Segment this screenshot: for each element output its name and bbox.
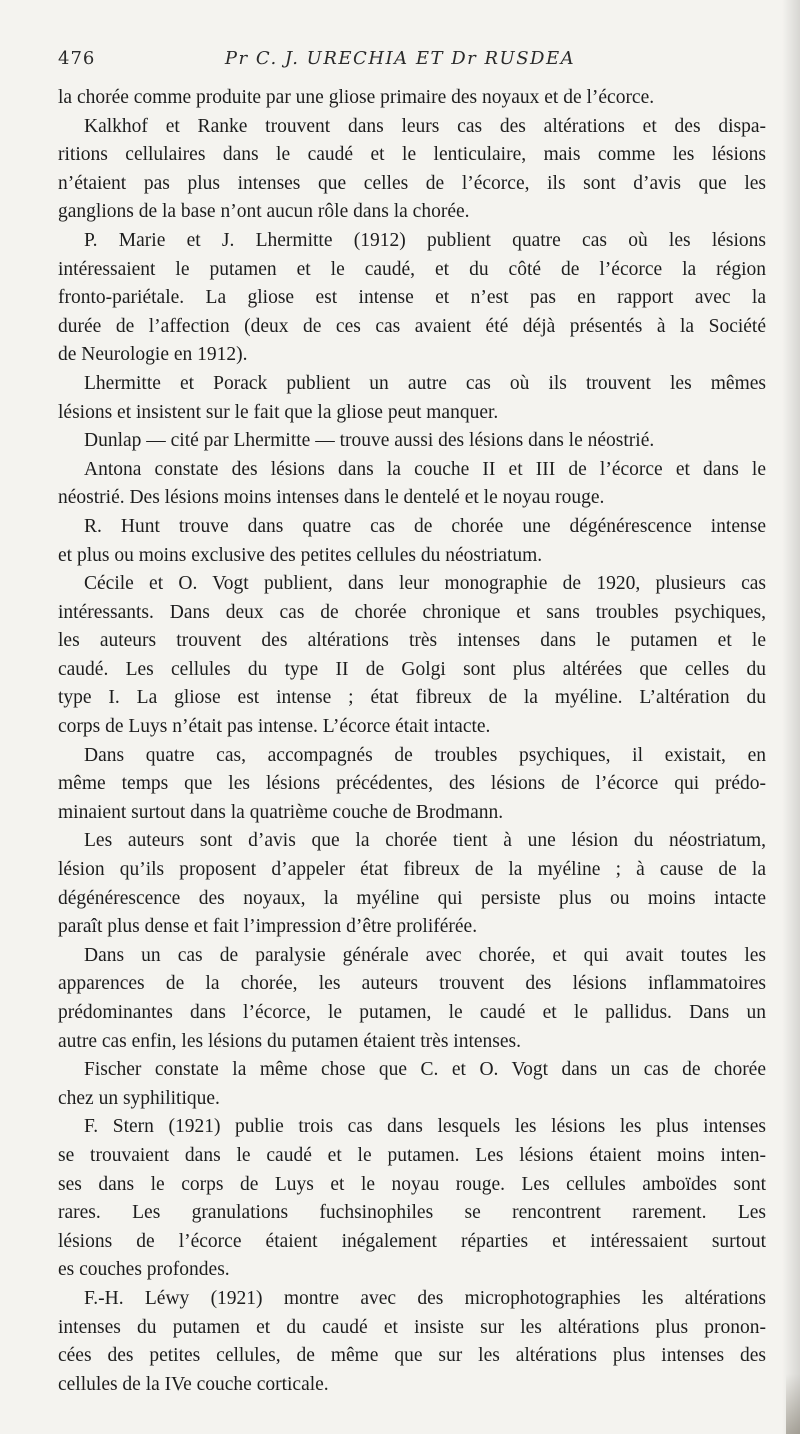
text-line: Lhermitte et Porack publient un autre cas où ils trouvent les mêmes: [84, 372, 766, 394]
text-line: Les auteurs sont d’avis que la chorée tient à une lésion du néostriatum,: [84, 830, 766, 852]
text-line: F. Stern (1921) publie trois cas dans lesquels les lésions les plus intenses: [84, 1116, 766, 1138]
text-line: corps de Luys n’était pas intense. L’écorce était intacte.: [58, 716, 491, 738]
page-header: [58, 48, 742, 74]
text-line: Fischer constate la même chose que C. et O. Vogt dans un cas de chorée: [84, 1059, 766, 1081]
text-line: ses dans le corps de Luys et le noyau rouge. Les cellules amboïdes sont: [58, 1173, 766, 1195]
text-line: prédominantes dans l’écorce, le putamen, le caudé et le pallidus. Dans un: [58, 1002, 766, 1023]
text-line: intenses du putamen et du caudé et insiste sur les altérations plus pronon-: [58, 1316, 766, 1338]
body-text: [58, 84, 766, 1399]
text-line: type I. La gliose est intense ; état fibreux de la myéline. L’altération du: [58, 687, 766, 709]
text-line: rares. Les granulations fuchsinophiles se rencontrent rarement. Les: [58, 1202, 766, 1224]
text-line: et plus ou moins exclusive des petites cellules du néostriatum.: [58, 544, 543, 566]
text-line: chez un syphilitique.: [58, 1087, 220, 1109]
text-line: autre cas enfin, les lésions du putamen étaient très intenses.: [58, 1030, 521, 1052]
text-line: se trouvaient dans le caudé et le putamen. Les lésions étaient moins inten-: [58, 1144, 766, 1166]
text-line: de Neurologie en 1912).: [58, 344, 248, 366]
text-line: ritions cellulaires dans le caudé et le lenticulaire, mais comme les lésions: [58, 144, 766, 166]
text-line: la chorée comme produite par une gliose primaire des noyaux et de l’écorce.: [58, 87, 655, 108]
text-line: néostrié. Des lésions moins intenses dans le dentelé et le noyau rouge.: [58, 487, 605, 509]
text-line: durée de l’affection (deux de ces cas avaient été déjà présentés à la Société: [58, 315, 766, 337]
text-line: lésion qu’ils proposent d’appeler état fibreux de la myéline ; à cause de la: [58, 859, 766, 881]
text-line: cellules de la IVe couche corticale.: [58, 1373, 329, 1395]
text-line: Dans quatre cas, accompagnés de troubles psychiques, il existait, en: [84, 744, 766, 766]
text-line: apparences de la chorée, les auteurs trouvent des lésions inflammatoires: [58, 973, 766, 995]
text-line: lésions de l’écorce étaient inégalement réparties et intéressaient surtout: [58, 1230, 766, 1252]
page-number: 476: [58, 48, 96, 69]
text-line: P. Marie et J. Lhermitte (1912) publient quatre cas où les lésions: [84, 229, 766, 251]
page-corner-stain: [786, 1374, 800, 1434]
text-line: intéressaient le putamen et le caudé, et du côté de l’écorce la région: [58, 258, 766, 280]
text-line: Antona constate des lésions dans la couche II et III de l’écorce et dans le: [84, 458, 766, 480]
text-line: Dunlap — cité par Lhermitte — trouve aussi des lésions dans le néostrié.: [84, 430, 655, 452]
page-edge-shadow: [782, 0, 800, 1434]
text-line: intéressants. Dans deux cas de chorée chronique et sans troubles psychiques,: [58, 601, 766, 623]
text-line: même temps que les lésions précédentes, des lésions de l’écorce qui prédo-: [58, 773, 766, 795]
text-line: cées des petites cellules, de même que sur les altérations plus intenses des: [58, 1345, 766, 1367]
text-line: Kalkhof et Ranke trouvent dans leurs cas des altérations et des dispa-: [84, 115, 766, 137]
text-line: ganglions de la base n’ont aucun rôle dans la chorée.: [58, 201, 470, 223]
text-line: les auteurs trouvent des altérations très intenses dans le putamen et le: [58, 630, 766, 652]
text-line: fronto-pariétale. La gliose est intense et n’est pas en rapport avec la: [58, 287, 766, 309]
text-line: Cécile et O. Vogt publient, dans leur monographie de 1920, plusieurs cas: [84, 573, 766, 595]
text-line: n’étaient pas plus intenses que celles de l’écorce, ils sont d’avis que les: [58, 172, 766, 194]
text-line: lésions et insistent sur le fait que la gliose peut manquer.: [58, 401, 499, 423]
text-line: caudé. Les cellules du type II de Golgi sont plus altérées que celles du: [58, 658, 766, 680]
text-line: Dans un cas de paralysie générale avec chorée, et qui avait toutes les: [84, 944, 766, 966]
text-line: dégénérescence des noyaux, la myéline qui persiste plus ou moins intacte: [58, 887, 766, 909]
text-line: paraît plus dense et fait l’impression d’être proliférée.: [58, 916, 478, 938]
text-line: R. Hunt trouve dans quatre cas de chorée une dégénérescence intense: [84, 515, 766, 537]
text-line: F.-H. Léwy (1921) montre avec des microphotographies les altérations: [84, 1287, 766, 1309]
running-head: Pr C. J. URECHIA ET Dr RUSDEA: [224, 48, 576, 69]
text-line: minaient surtout dans la quatrième couche de Brodmann.: [58, 801, 504, 823]
text-line: es couches profondes.: [58, 1259, 230, 1281]
